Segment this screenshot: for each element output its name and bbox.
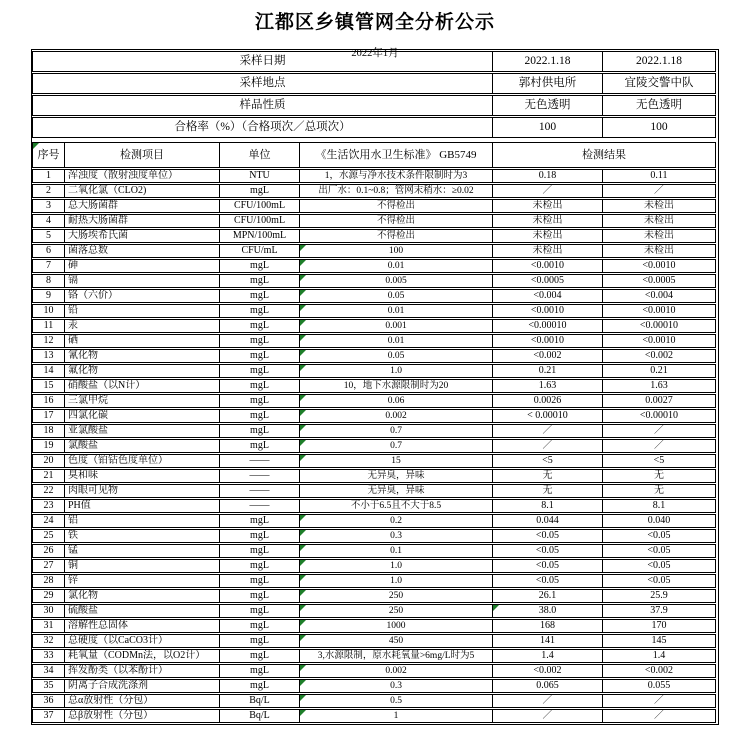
cell-result-site1: <0.002 — [493, 349, 603, 363]
table-row — [32, 574, 716, 588]
cell-standard: 100 — [300, 244, 493, 258]
cell-standard: 0.002 — [300, 664, 493, 678]
cell-unit: MPN/100mL — [220, 229, 300, 243]
cell-unit: —— — [220, 484, 300, 498]
cell-result-site1: 0.18 — [493, 169, 603, 183]
cell-result-site1: <0.05 — [493, 544, 603, 558]
info-table-body — [32, 51, 716, 138]
cell-unit: mgL — [220, 259, 300, 273]
cell-result-site1: 1.63 — [493, 379, 603, 393]
table-row — [32, 589, 716, 603]
cell-seq: 28 — [32, 574, 65, 588]
cell-result-site2: <0.00010 — [603, 409, 716, 423]
cell-result-site2: 0.040 — [603, 514, 716, 528]
table-row — [32, 229, 716, 243]
cell-result-site1: ／ — [493, 439, 603, 453]
cell-item: 三氯甲烷 — [65, 394, 220, 408]
info-label: 样品性质 — [32, 95, 493, 116]
table-row — [32, 394, 716, 408]
cell-result-site1: ／ — [493, 424, 603, 438]
table-row — [32, 244, 716, 258]
cell-item: 铝 — [65, 514, 220, 528]
cell-seq: 37 — [32, 709, 65, 723]
cell-result-site1: 0.065 — [493, 679, 603, 693]
cell-seq: 17 — [32, 409, 65, 423]
cell-item: 铅 — [65, 304, 220, 318]
cell-result-site1: <0.05 — [493, 574, 603, 588]
cell-item: 色度（铂钴色度单位） — [65, 454, 220, 468]
cell-result-site1: 未检出 — [493, 244, 603, 258]
cell-result-site2: ／ — [603, 424, 716, 438]
cell-standard: 无异臭，异味 — [300, 469, 493, 483]
cell-unit: mgL — [220, 364, 300, 378]
cell-result-site2: 8.1 — [603, 499, 716, 513]
cell-seq: 36 — [32, 694, 65, 708]
cell-result-site2: <0.05 — [603, 529, 716, 543]
cell-result-site2: <0.05 — [603, 559, 716, 573]
info-value-site2: 无色透明 — [603, 95, 716, 116]
cell-result-site1: <0.00010 — [493, 319, 603, 333]
info-value-site1: 郭村供电所 — [493, 73, 603, 94]
table-row — [32, 604, 716, 618]
cell-result-site1: 无 — [493, 469, 603, 483]
results-table — [32, 141, 716, 724]
table-row — [32, 544, 716, 558]
cell-standard: 0.05 — [300, 289, 493, 303]
cell-item: 铜 — [65, 559, 220, 573]
cell-item: 总α放射性（分包） — [65, 694, 220, 708]
cell-result-site2: <0.002 — [603, 349, 716, 363]
info-label: 合格率（%）（合格项次／总项次） — [32, 117, 493, 138]
table-row — [32, 184, 716, 198]
cell-result-site2: 25.9 — [603, 589, 716, 603]
cell-item: 肉眼可见物 — [65, 484, 220, 498]
sample-info-table — [32, 50, 716, 139]
cell-seq: 1 — [32, 169, 65, 183]
analysis-table-wrap — [31, 49, 719, 725]
cell-result-site2: 无 — [603, 484, 716, 498]
cell-result-site1: <0.0005 — [493, 274, 603, 288]
cell-seq: 24 — [32, 514, 65, 528]
cell-result-site1: ／ — [493, 694, 603, 708]
cell-seq: 25 — [32, 529, 65, 543]
cell-standard: 0.7 — [300, 424, 493, 438]
cell-seq: 8 — [32, 274, 65, 288]
cell-result-site1: <5 — [493, 454, 603, 468]
cell-unit: mgL — [220, 439, 300, 453]
table-row — [32, 409, 716, 423]
cell-standard: 不小于6.5且不大于8.5 — [300, 499, 493, 513]
cell-item: 耗氧量（CODMn法，以O2计） — [65, 649, 220, 663]
cell-standard: 10，地下水源限制时为20 — [300, 379, 493, 393]
cell-result-site2: 未检出 — [603, 244, 716, 258]
cell-item: 铁 — [65, 529, 220, 543]
header-row — [32, 142, 716, 168]
table-row — [32, 559, 716, 573]
table-row — [32, 619, 716, 633]
cell-unit: mgL — [220, 274, 300, 288]
info-value-site1: 100 — [493, 117, 603, 138]
cell-item: 氯酸盐 — [65, 439, 220, 453]
cell-seq: 23 — [32, 499, 65, 513]
cell-unit: mgL — [220, 334, 300, 348]
cell-seq: 32 — [32, 634, 65, 648]
cell-result-site2: <0.05 — [603, 574, 716, 588]
cell-seq: 26 — [32, 544, 65, 558]
cell-result-site2: <0.004 — [603, 289, 716, 303]
cell-seq: 35 — [32, 679, 65, 693]
table-row — [32, 499, 716, 513]
cell-item: 总β放射性（分包） — [65, 709, 220, 723]
cell-item: 锌 — [65, 574, 220, 588]
table-row — [32, 169, 716, 183]
table-row — [32, 289, 716, 303]
cell-item: 硝酸盐（以N计） — [65, 379, 220, 393]
column-header-standard: 《生活饮用水卫生标准》 GB5749 — [300, 142, 493, 168]
cell-standard: 0.06 — [300, 394, 493, 408]
cell-seq: 16 — [32, 394, 65, 408]
column-header-result: 检测结果 — [493, 142, 716, 168]
cell-item: PH值 — [65, 499, 220, 513]
cell-seq: 12 — [32, 334, 65, 348]
results-table-body — [32, 169, 716, 723]
cell-result-site2: 0.0027 — [603, 394, 716, 408]
cell-result-site1: 无 — [493, 484, 603, 498]
cell-standard: 250 — [300, 589, 493, 603]
table-row — [32, 274, 716, 288]
table-row — [32, 709, 716, 723]
cell-item: 阴离子合成洗涤剂 — [65, 679, 220, 693]
info-label: 采样日期 — [32, 51, 493, 72]
cell-result-site2: <0.002 — [603, 664, 716, 678]
cell-seq: 10 — [32, 304, 65, 318]
cell-result-site2: <0.00010 — [603, 319, 716, 333]
cell-item: 砷 — [65, 259, 220, 273]
cell-unit: mgL — [220, 379, 300, 393]
cell-seq: 2 — [32, 184, 65, 198]
cell-standard: 不得检出 — [300, 229, 493, 243]
info-row — [32, 73, 716, 94]
table-row — [32, 304, 716, 318]
cell-unit: mgL — [220, 559, 300, 573]
cell-seq: 9 — [32, 289, 65, 303]
table-row — [32, 424, 716, 438]
cell-unit: mgL — [220, 424, 300, 438]
table-row — [32, 679, 716, 693]
cell-result-site1: <0.05 — [493, 529, 603, 543]
cell-item: 汞 — [65, 319, 220, 333]
table-row — [32, 364, 716, 378]
cell-item: 臭和味 — [65, 469, 220, 483]
cell-result-site1: 0.044 — [493, 514, 603, 528]
column-header-seq: 序号 — [32, 142, 65, 168]
cell-standard: 0.1 — [300, 544, 493, 558]
cell-standard: 0.01 — [300, 334, 493, 348]
cell-standard: 450 — [300, 634, 493, 648]
cell-result-site1: <0.0010 — [493, 334, 603, 348]
cell-unit: mgL — [220, 589, 300, 603]
cell-result-site1: 8.1 — [493, 499, 603, 513]
cell-seq: 34 — [32, 664, 65, 678]
cell-standard: 0.01 — [300, 259, 493, 273]
cell-result-site1: <0.002 — [493, 664, 603, 678]
info-value-site2: 宜陵交警中队 — [603, 73, 716, 94]
cell-item: 总硬度（以CaCO3计） — [65, 634, 220, 648]
cell-result-site2: 未检出 — [603, 199, 716, 213]
cell-item: 四氯化碳 — [65, 409, 220, 423]
cell-unit: mgL — [220, 394, 300, 408]
cell-result-site2: ／ — [603, 709, 716, 723]
table-row — [32, 454, 716, 468]
cell-result-site1: 38.0 — [493, 604, 603, 618]
cell-result-site1: 未检出 — [493, 199, 603, 213]
cell-standard: 1，水源与净水技术条件限制时为3 — [300, 169, 493, 183]
cell-unit: mgL — [220, 544, 300, 558]
cell-unit: mgL — [220, 304, 300, 318]
cell-standard: 0.3 — [300, 529, 493, 543]
cell-result-site2: 未检出 — [603, 214, 716, 228]
cell-result-site2: ／ — [603, 694, 716, 708]
cell-seq: 30 — [32, 604, 65, 618]
cell-item: 氟化物 — [65, 364, 220, 378]
cell-result-site1: < 0.00010 — [493, 409, 603, 423]
cell-result-site2: ／ — [603, 439, 716, 453]
cell-item: 锰 — [65, 544, 220, 558]
cell-unit: mgL — [220, 664, 300, 678]
cell-item: 氰化物 — [65, 349, 220, 363]
cell-standard: 0.5 — [300, 694, 493, 708]
cell-standard: 0.002 — [300, 409, 493, 423]
table-row — [32, 199, 716, 213]
table-row — [32, 664, 716, 678]
cell-result-site2: 0.21 — [603, 364, 716, 378]
cell-standard: 不得检出 — [300, 199, 493, 213]
table-row — [32, 529, 716, 543]
cell-unit: Bq/L — [220, 709, 300, 723]
cell-item: 铬（六价） — [65, 289, 220, 303]
table-row — [32, 634, 716, 648]
cell-seq: 31 — [32, 619, 65, 633]
cell-seq: 18 — [32, 424, 65, 438]
table-row — [32, 484, 716, 498]
cell-standard: 0.05 — [300, 349, 493, 363]
cell-result-site1: 0.0026 — [493, 394, 603, 408]
table-row — [32, 319, 716, 333]
cell-result-site2: 37.9 — [603, 604, 716, 618]
cell-seq: 19 — [32, 439, 65, 453]
cell-unit: mgL — [220, 529, 300, 543]
cell-seq: 22 — [32, 484, 65, 498]
cell-seq: 14 — [32, 364, 65, 378]
cell-unit: mgL — [220, 289, 300, 303]
cell-result-site2: ／ — [603, 184, 716, 198]
cell-unit: CFU/mL — [220, 244, 300, 258]
info-row — [32, 95, 716, 116]
cell-seq: 3 — [32, 199, 65, 213]
cell-result-site1: <0.0010 — [493, 259, 603, 273]
cell-standard: 250 — [300, 604, 493, 618]
cell-unit: CFU/100mL — [220, 199, 300, 213]
table-row — [32, 469, 716, 483]
cell-result-site2: <0.05 — [603, 544, 716, 558]
cell-standard: 1000 — [300, 619, 493, 633]
cell-item: 亚氯酸盐 — [65, 424, 220, 438]
cell-standard: 15 — [300, 454, 493, 468]
cell-result-site1: 1.4 — [493, 649, 603, 663]
cell-unit: NTU — [220, 169, 300, 183]
cell-result-site1: <0.0010 — [493, 304, 603, 318]
cell-seq: 15 — [32, 379, 65, 393]
table-row — [32, 439, 716, 453]
cell-result-site1: 26.1 — [493, 589, 603, 603]
column-header-unit: 单位 — [220, 142, 300, 168]
cell-result-site2: 1.4 — [603, 649, 716, 663]
cell-unit: —— — [220, 454, 300, 468]
cell-result-site2: 145 — [603, 634, 716, 648]
table-row — [32, 334, 716, 348]
cell-unit: —— — [220, 499, 300, 513]
cell-seq: 27 — [32, 559, 65, 573]
cell-item: 大肠埃希氏菌 — [65, 229, 220, 243]
cell-item: 硫酸盐 — [65, 604, 220, 618]
cell-result-site1: 未检出 — [493, 214, 603, 228]
cell-unit: mgL — [220, 679, 300, 693]
table-row — [32, 349, 716, 363]
cell-item: 硒 — [65, 334, 220, 348]
cell-item: 挥发酚类（以苯酚计） — [65, 664, 220, 678]
cell-standard: 0.001 — [300, 319, 493, 333]
cell-result-site1: ／ — [493, 184, 603, 198]
table-row — [32, 379, 716, 393]
info-label: 采样地点 — [32, 73, 493, 94]
cell-unit: mgL — [220, 649, 300, 663]
cell-item: 浑浊度（散射浊度单位） — [65, 169, 220, 183]
page-title: 江都区乡镇管网全分析公示 — [254, 11, 495, 33]
cell-unit: mgL — [220, 319, 300, 333]
cell-result-site2: <0.0010 — [603, 334, 716, 348]
cell-unit: —— — [220, 469, 300, 483]
cell-standard: 0.2 — [300, 514, 493, 528]
cell-seq: 20 — [32, 454, 65, 468]
cell-standard: 1.0 — [300, 559, 493, 573]
cell-result-site1: 141 — [493, 634, 603, 648]
cell-result-site2: <0.0005 — [603, 274, 716, 288]
cell-unit: mgL — [220, 619, 300, 633]
cell-result-site2: <5 — [603, 454, 716, 468]
cell-item: 菌落总数 — [65, 244, 220, 258]
cell-result-site2: 170 — [603, 619, 716, 633]
cell-standard: 0.7 — [300, 439, 493, 453]
cell-item: 耐热大肠菌群 — [65, 214, 220, 228]
cell-item: 镉 — [65, 274, 220, 288]
cell-standard: 1 — [300, 709, 493, 723]
cell-standard: 出厂水：0.1~0.8；管网末稍水：≥0.02 — [300, 184, 493, 198]
cell-result-site1: ／ — [493, 709, 603, 723]
cell-result-site1: 0.21 — [493, 364, 603, 378]
cell-seq: 21 — [32, 469, 65, 483]
column-header-item: 检测项目 — [65, 142, 220, 168]
cell-seq: 6 — [32, 244, 65, 258]
cell-unit: mgL — [220, 604, 300, 618]
cell-result-site2: 0.11 — [603, 169, 716, 183]
cell-unit: mgL — [220, 184, 300, 198]
cell-result-site2: 1.63 — [603, 379, 716, 393]
cell-standard: 1.0 — [300, 574, 493, 588]
cell-seq: 11 — [32, 319, 65, 333]
cell-result-site1: 未检出 — [493, 229, 603, 243]
cell-unit: Bq/L — [220, 694, 300, 708]
cell-standard: 3,水源限制，原水耗氧量>6mg/L时为5 — [300, 649, 493, 663]
cell-unit: mgL — [220, 409, 300, 423]
cell-standard: 1.0 — [300, 364, 493, 378]
cell-result-site2: 未检出 — [603, 229, 716, 243]
cell-item: 总大肠菌群 — [65, 199, 220, 213]
cell-seq: 4 — [32, 214, 65, 228]
cell-standard: 无异臭，异味 — [300, 484, 493, 498]
cell-result-site2: <0.0010 — [603, 304, 716, 318]
table-row — [32, 514, 716, 528]
report-month: 2022年1月 — [351, 48, 399, 59]
table-row — [32, 259, 716, 273]
info-row — [32, 51, 716, 72]
cell-item: 溶解性总固体 — [65, 619, 220, 633]
cell-unit: mgL — [220, 349, 300, 363]
cell-item: 二氧化氯（CLO2) — [65, 184, 220, 198]
cell-unit: mgL — [220, 574, 300, 588]
info-value-site2: 100 — [603, 117, 716, 138]
cell-result-site1: <0.004 — [493, 289, 603, 303]
cell-standard: 0.01 — [300, 304, 493, 318]
table-row — [32, 694, 716, 708]
results-table-head — [32, 142, 716, 168]
cell-seq: 13 — [32, 349, 65, 363]
cell-seq: 29 — [32, 589, 65, 603]
cell-unit: CFU/100mL — [220, 214, 300, 228]
info-value-site1: 无色透明 — [493, 95, 603, 116]
cell-result-site1: <0.05 — [493, 559, 603, 573]
table-row — [32, 214, 716, 228]
info-value-site2: 2022.1.18 — [603, 51, 716, 72]
cell-result-site2: 无 — [603, 469, 716, 483]
cell-unit: mgL — [220, 514, 300, 528]
table-row — [32, 649, 716, 663]
cell-standard: 0.3 — [300, 679, 493, 693]
cell-seq: 7 — [32, 259, 65, 273]
cell-seq: 33 — [32, 649, 65, 663]
cell-seq: 5 — [32, 229, 65, 243]
cell-unit: mgL — [220, 634, 300, 648]
cell-result-site2: 0.055 — [603, 679, 716, 693]
cell-standard: 不得检出 — [300, 214, 493, 228]
info-value-site1: 2022.1.18 — [493, 51, 603, 72]
cell-item: 氯化物 — [65, 589, 220, 603]
cell-result-site2: <0.0010 — [603, 259, 716, 273]
cell-standard: 0.005 — [300, 274, 493, 288]
info-row — [32, 117, 716, 138]
cell-result-site1: 168 — [493, 619, 603, 633]
